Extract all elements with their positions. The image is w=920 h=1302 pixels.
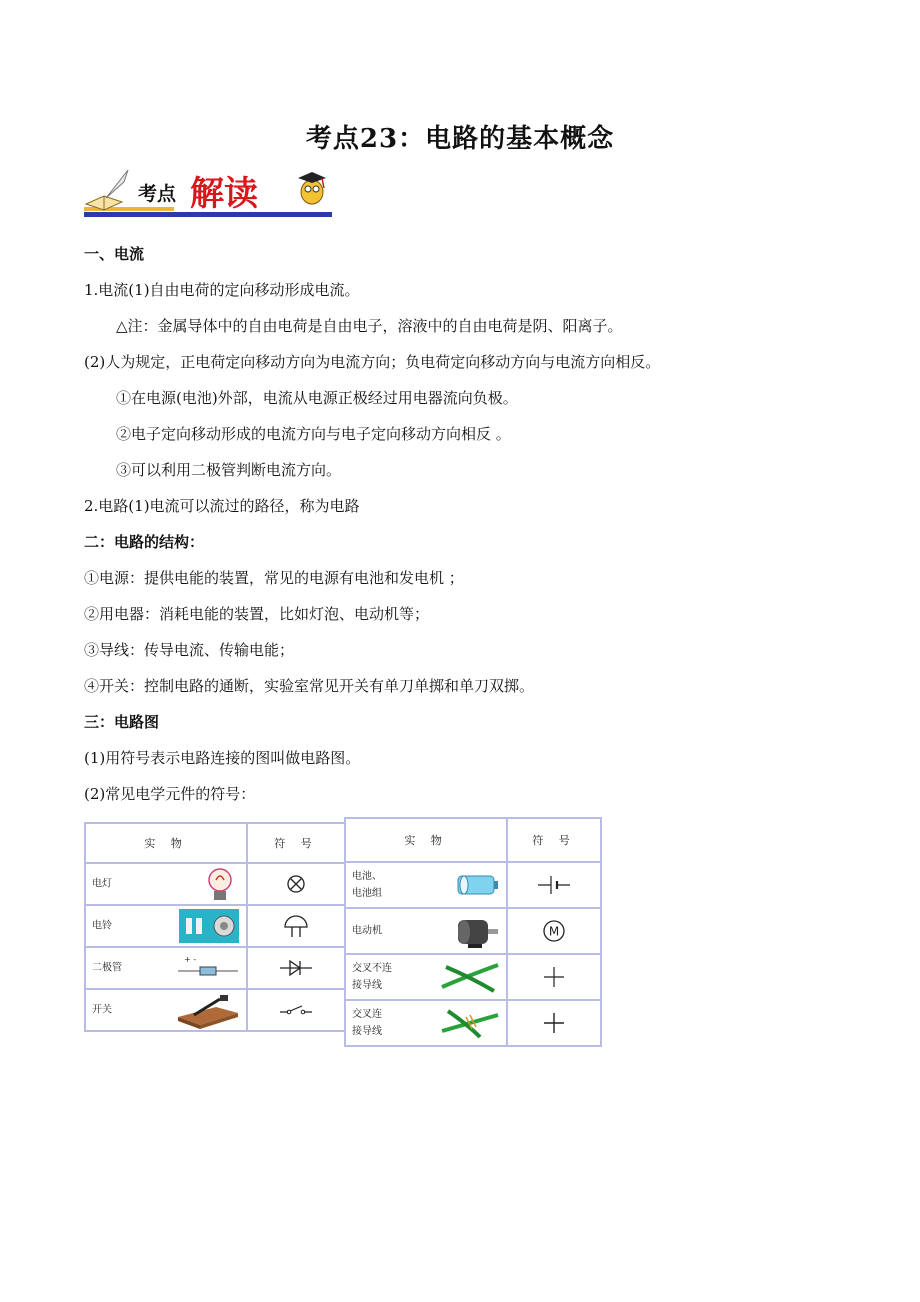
- header-object: 实 物: [345, 818, 507, 862]
- battery-symbol-icon: [537, 874, 571, 896]
- motor-symbol-icon: [541, 918, 567, 944]
- text-line: ②电子定向移动形成的电流方向与电子定向移动方向相反 。: [116, 425, 511, 443]
- symbol-motor: [507, 908, 601, 954]
- symbol-switch: [247, 989, 345, 1031]
- symbol-diode: [247, 947, 345, 989]
- row-label: 交叉不连 接导线: [352, 963, 392, 991]
- text-line: ③可以利用二极管判断电流方向。: [116, 461, 342, 479]
- lamp-photo-icon: [200, 864, 240, 904]
- switch-symbol-icon: [279, 1002, 313, 1018]
- row-label: 电铃: [92, 920, 112, 932]
- diode-symbol-icon: [279, 958, 313, 978]
- page-title: 考点23：电路的基本概念: [305, 124, 615, 154]
- motor-photo-icon: [454, 914, 500, 948]
- symbol-battery: [507, 862, 601, 908]
- symbol-table-left: [84, 822, 346, 1032]
- diode-photo-icon: [176, 953, 240, 983]
- row-switch: [85, 989, 247, 1031]
- row-label: 二极管: [92, 962, 122, 974]
- text-line: 2.电路(1)电流可以流过的路径，称为电路: [84, 497, 360, 515]
- text-line: (1)用符号表示电路连接的图叫做电路图。: [84, 749, 361, 767]
- row-bell: [85, 905, 247, 947]
- section-heading-diagram: 三：电路图: [84, 713, 160, 731]
- text-line: ④开关：控制电路的通断，实验室常见开关有单刀单掷和单刀双掷。: [84, 677, 535, 695]
- row-lamp: [85, 863, 247, 905]
- battery-photo-icon: [454, 870, 500, 900]
- symbol-table-right: [344, 817, 602, 1047]
- row-wires-crossed: [345, 954, 507, 1000]
- bell-photo-icon: [178, 908, 240, 944]
- text-line: △注：金属导体中的自由电荷是自由电子，溶液中的自由电荷是阴、阳离子。: [116, 317, 623, 335]
- row-label: 开关: [92, 1004, 112, 1016]
- text-line: ①电源：提供电能的装置，常见的电源有电池和发电机 ；: [84, 569, 464, 587]
- svg-text:考点: 考点: [138, 183, 177, 205]
- svg-text:解读: 解读: [190, 174, 258, 214]
- joined-wires-photo-icon: [440, 1005, 500, 1041]
- text-line: ①在电源(电池)外部，电流从电源正极经过用电器流向负极。: [116, 389, 518, 407]
- symbol-wires-joined: [507, 1000, 601, 1046]
- symbol-wires-crossed: [507, 954, 601, 1000]
- row-wires-joined: [345, 1000, 507, 1046]
- header-symbol: 符 号: [247, 823, 345, 863]
- row-label: 交叉连 接导线: [352, 1009, 382, 1037]
- lamp-symbol-icon: [284, 872, 308, 896]
- symbol-lamp: [247, 863, 345, 905]
- text-line: 1.电流(1)自由电荷的定向移动形成电流。: [84, 281, 360, 299]
- kaodian-jiedu-banner: [82, 162, 334, 226]
- row-diode: [85, 947, 247, 989]
- row-label: 电灯: [92, 878, 112, 890]
- section-heading-structure: 二：电路的结构：: [84, 533, 205, 551]
- text-line: ③导线：传导电流、传输电能；: [84, 641, 295, 659]
- text-line: ②用电器：消耗电能的装置，比如灯泡、电动机等；: [84, 605, 430, 623]
- section-heading-current: 一、电流: [84, 245, 145, 263]
- svg-text:M: M: [548, 924, 560, 939]
- svg-text:+ -: + -: [184, 955, 197, 964]
- header-symbol: 符 号: [507, 818, 601, 862]
- bell-symbol-icon: [282, 913, 310, 939]
- text-line: (2)人为规定，正电荷定向移动方向为电流方向；负电荷定向移动方向与电流方向相反。: [84, 353, 661, 371]
- text-line: (2)常见电学元件的符号：: [84, 785, 256, 803]
- header-object: 实 物: [85, 823, 247, 863]
- crossed-wires-photo-icon: [440, 959, 500, 995]
- row-battery: [345, 862, 507, 908]
- row-label: 电动机: [352, 925, 382, 937]
- switch-photo-icon: [176, 991, 240, 1029]
- junction-symbol-icon: [542, 1011, 566, 1035]
- symbol-bell: [247, 905, 345, 947]
- row-motor: [345, 908, 507, 954]
- crossing-symbol-icon: [542, 965, 566, 989]
- row-label: 电池、 电池组: [352, 871, 382, 899]
